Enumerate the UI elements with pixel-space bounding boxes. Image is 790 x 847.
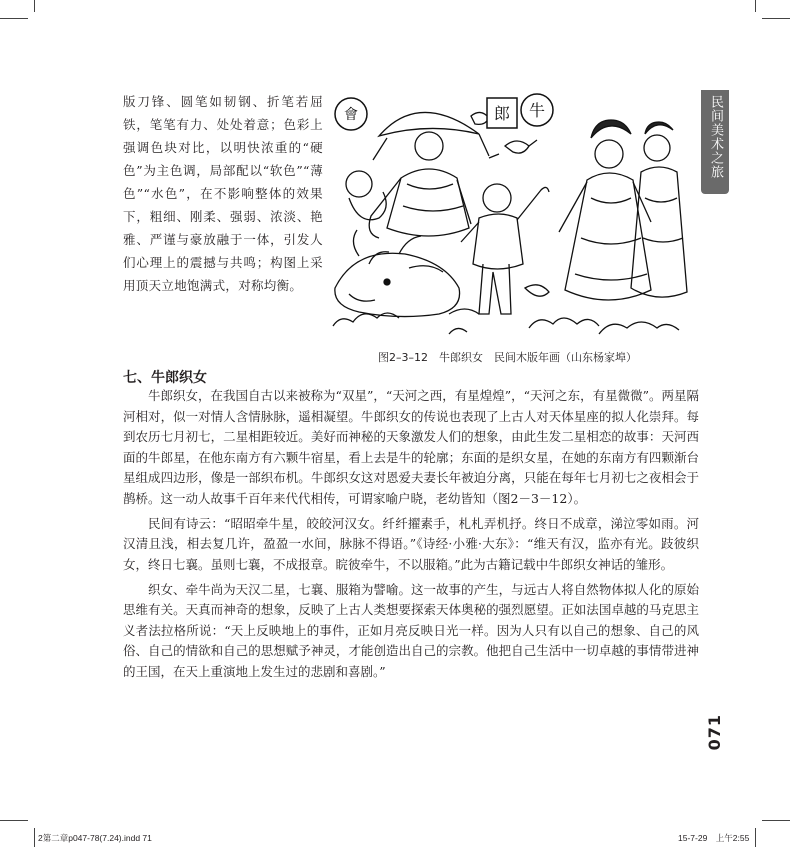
paragraph: 牛郎织女，在我国自古以来被称为“双星”，“天河之西，有星煌煌”，“天河之东，有星微微”。两星隔河相对，似一对情人含情脉脉，遥相凝望。牛郎织女的传说也表现了上古人对天体星座的拟人化崇拜。每到农历七月初七，二星相距较近。美好而神秘的天象激发人们的想象，由此生发二星相恋的故事：天河西面的牛郎星，在他东南方有六颗牛宿星，看上去是牛的轮廓；东面的是织女星，在她的东南方有四颗渐台星组成四边形，像是一部织布机。牛郎织女这对恩爱夫妻长年被迫分离，只能在每年七月初七之夜相会于鹊桥。这一动人故事千百年来代代相传，可谓家喻户晓，老幼皆知（图2－3－12）。 bbox=[123, 388, 699, 506]
slug-file-info: 2第二章p047-78(7.24).indd 71 bbox=[38, 833, 152, 843]
body-text bbox=[123, 386, 699, 687]
crop-mark bbox=[762, 18, 790, 19]
title-text-lang: 郎 bbox=[493, 104, 511, 123]
crop-mark bbox=[755, 828, 756, 847]
paragraph: 民间有诗云：“昭昭牵牛星，皎皎河汉女。纤纤擢素手，札札弄机抒。终日不成章，涕泣零如雨。河汉清且浅，相去复几许，盈盈一水间，脉脉不得语。”《诗经·小雅·大东》：“维天有汉，监亦有光。跂彼织女，终日七襄。虽则七襄，不成报章。睆彼牵牛，不以服箱。”此为古籍记载中牛郎织女神话的雏形。 bbox=[123, 515, 699, 572]
title-text-niu: 牛 bbox=[528, 101, 546, 120]
crop-mark bbox=[34, 828, 35, 847]
side-tab-label: 民间美术之旅 bbox=[708, 95, 723, 179]
slug-date: 15-7-29 上午2:55 bbox=[678, 833, 750, 843]
crop-mark bbox=[755, 0, 756, 12]
crop-mark bbox=[0, 18, 28, 19]
crop-mark bbox=[0, 820, 28, 821]
crop-mark bbox=[34, 0, 35, 12]
page-number: 071 bbox=[705, 714, 724, 751]
figure-caption: 图2–3–12 牛郎织女 民间木版年画（山东杨家埠） bbox=[378, 351, 637, 364]
paragraph: 织女、牵牛尚为天汉二星，七襄、服箱为譬喻。这一故事的产生，与远古人将自然物体拟人化的原始思维有关。天真而神奇的想象，反映了上古人类想要探索天体奥秘的强烈愿望。正如法国卓越的马克思主义者法拉格所说：“天上反映地上的事件，正如月亮反映日光一样。因为人只有以自己的想象、自己的风俗、自己的情欲和自己的思想赋予神灵，才能创造出自己的宗教。他把自己生活中一切卓越的事情带进神的王国，在天上重演地上发生过的悲剧和喜剧。” bbox=[123, 581, 699, 679]
left-column-text: 版刀锋、圆笔如韧钢、折笔若屈铁，笔笔有力、处处着意；色彩上强调色块对比，以明快浓重的“硬色”为主色调，局部配以“软色”“薄色”“水色”，在不影响整体的效果下，粗细、刚柔、强弱、浓淡、艳雅、严谨与豪放融于一体，引发人们心理上的震撼与共鸣；构图上采用顶天立地饱满式，对称均衡。 bbox=[123, 94, 323, 293]
woodcut-illustration bbox=[329, 88, 691, 340]
section-heading: 七、牛郎织女 bbox=[123, 370, 207, 386]
seal-text: 會 bbox=[344, 107, 358, 123]
crop-mark bbox=[762, 820, 790, 821]
